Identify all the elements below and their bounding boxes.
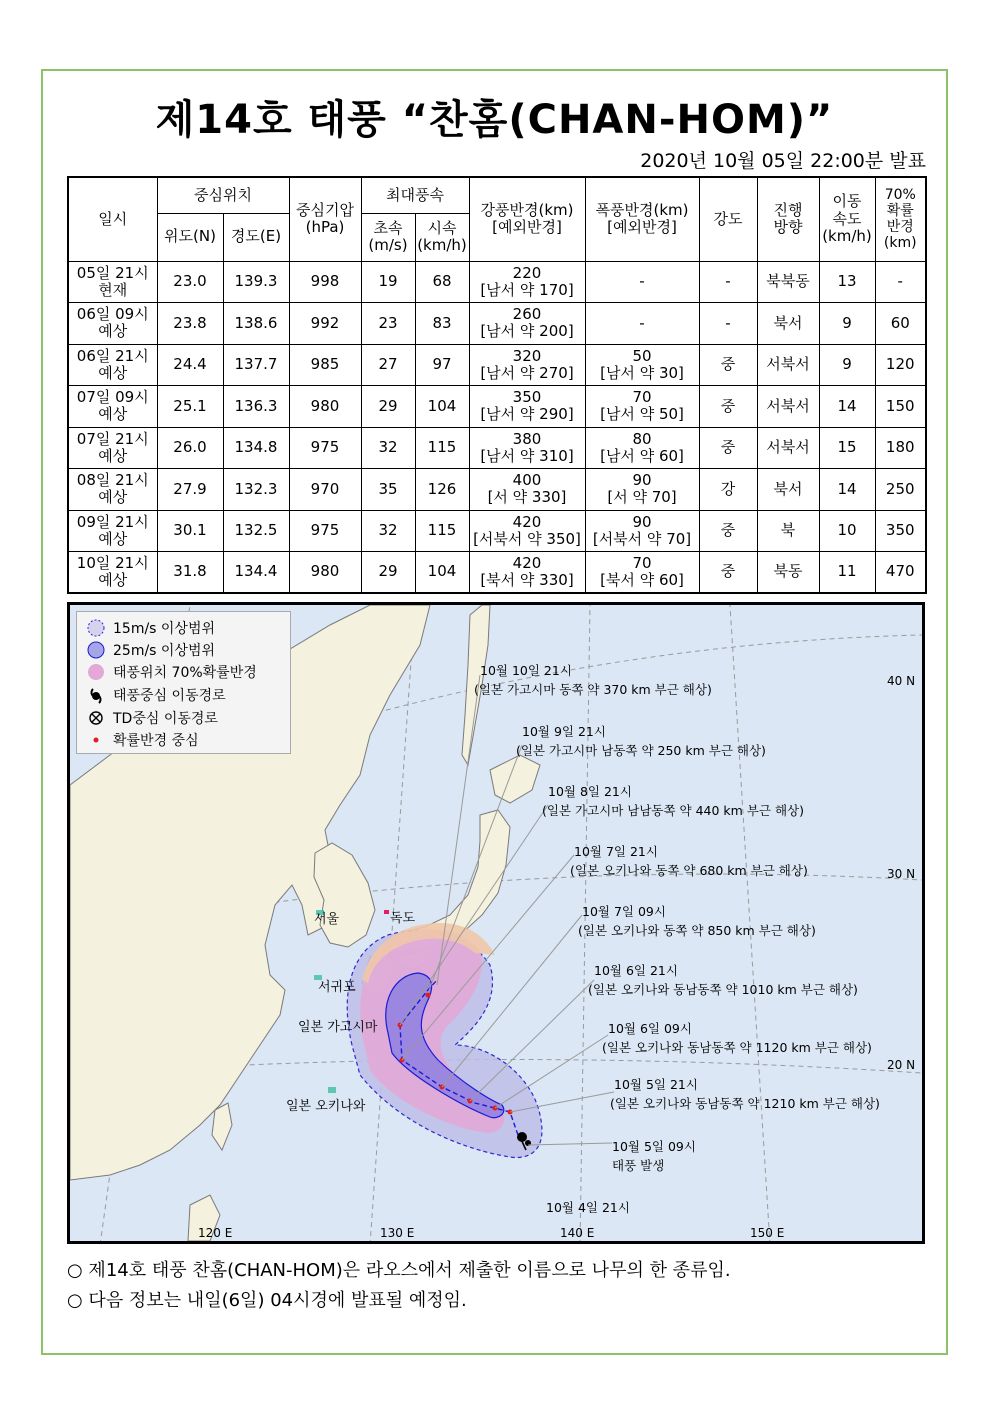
annotation-oct7-21	[570, 844, 808, 878]
annotation-date: 10월 9일 21시	[522, 724, 606, 739]
cell-storm-radius: 70 [북서 약 60]	[585, 552, 699, 594]
cell-probability: 180	[875, 427, 926, 469]
forecast-row	[68, 344, 926, 386]
cell-time: 08일 21시 예상	[68, 469, 157, 511]
cell-lon: 132.5	[223, 510, 289, 552]
cell-wind-kmh: 83	[415, 303, 469, 345]
cell-storm-radius: 70 [남서 약 50]	[585, 386, 699, 428]
cell-wind-ms: 35	[361, 469, 415, 511]
cell-wind-ms: 32	[361, 510, 415, 552]
annotation-date: 10월 5일 21시	[614, 1077, 698, 1092]
cell-lat: 27.9	[157, 469, 223, 511]
forecast-row	[68, 427, 926, 469]
legend-item-td-track: TD중심 이동경로	[85, 708, 218, 728]
cell-time: 06일 21시 예상	[68, 344, 157, 386]
header-intensity: 강도	[699, 177, 757, 261]
header-pressure: 중심기압 (hPa)	[289, 177, 361, 261]
annotation-date: 10월 4일 21시	[546, 1200, 630, 1215]
circled-x-icon	[85, 709, 107, 727]
cell-strong-radius: 320 [남서 약 270]	[469, 344, 585, 386]
cell-wind-ms: 29	[361, 386, 415, 428]
annotation-location: 태풍 발생	[612, 1158, 665, 1173]
cell-direction: 서북서	[757, 344, 819, 386]
legend-item-25ms: 25m/s 이상범위	[85, 640, 215, 660]
cell-wind-kmh: 126	[415, 469, 469, 511]
note-name-origin: ○ 제14호 태풍 찬홈(CHAN-HOM)은 라오스에서 제출한 이름으로 나무의 한 종류임.	[67, 1260, 731, 1281]
cell-speed: 11	[819, 552, 875, 594]
cell-wind-ms: 23	[361, 303, 415, 345]
annotation-oct6-21	[588, 963, 858, 997]
header-speed: 이동 속도 (km/h)	[819, 177, 875, 261]
cell-wind-kmh: 104	[415, 386, 469, 428]
annotation-date: 10월 5일 09시	[612, 1139, 696, 1154]
cell-pressure: 980	[289, 552, 361, 594]
cell-wind-ms: 19	[361, 261, 415, 303]
header-wind-kmh: 시속 (km/h)	[415, 213, 469, 261]
cell-probability: 470	[875, 552, 926, 594]
cell-speed: 9	[819, 303, 875, 345]
header-wind-ms: 초속 (m/s)	[361, 213, 415, 261]
cell-speed: 14	[819, 386, 875, 428]
header-time: 일시	[68, 177, 157, 261]
cell-probability: 60	[875, 303, 926, 345]
cell-wind-ms: 27	[361, 344, 415, 386]
cell-time: 07일 21시 예상	[68, 427, 157, 469]
cell-speed: 15	[819, 427, 875, 469]
annotation-date: 10월 10일 21시	[480, 663, 572, 678]
annotation-location: (일본 오키나와 동쪽 약 850 km 부근 해상)	[578, 923, 816, 938]
cell-time: 05일 21시 현재	[68, 261, 157, 303]
cell-strong-radius: 420 [서북서 약 350]	[469, 510, 585, 552]
cell-strong-radius: 350 [남서 약 290]	[469, 386, 585, 428]
grid-label-140e: 140 E	[560, 1226, 595, 1240]
place-label-seogwipo: 서귀포	[318, 980, 356, 995]
grid-label-130e: 130 E	[380, 1226, 415, 1240]
cell-lat: 24.4	[157, 344, 223, 386]
forecast-row	[68, 469, 926, 511]
cell-lon: 134.4	[223, 552, 289, 594]
filled-circle-icon	[85, 641, 107, 659]
cell-wind-kmh: 104	[415, 552, 469, 594]
cell-probability: 250	[875, 469, 926, 511]
note-next-bulletin: ○ 다음 정보는 내일(6일) 04시경에 발표될 예정임.	[67, 1290, 467, 1311]
cell-wind-kmh: 115	[415, 427, 469, 469]
annotation-location: (일본 가고시마 남동쪽 약 250 km 부근 해상)	[516, 743, 766, 758]
cell-direction: 북북동	[757, 261, 819, 303]
cell-lon: 138.6	[223, 303, 289, 345]
cell-probability: 120	[875, 344, 926, 386]
cell-lat: 30.1	[157, 510, 223, 552]
cell-pressure: 998	[289, 261, 361, 303]
cell-intensity: 중	[699, 510, 757, 552]
grid-label-40n: 40 N	[887, 674, 916, 688]
cell-intensity: 중	[699, 552, 757, 594]
cell-probability: 350	[875, 510, 926, 552]
cell-wind-kmh: 115	[415, 510, 469, 552]
cell-pressure: 980	[289, 386, 361, 428]
cell-wind-kmh: 68	[415, 261, 469, 303]
grid-label-30n: 30 N	[887, 867, 916, 881]
cell-pressure: 970	[289, 469, 361, 511]
cell-intensity: 중	[699, 427, 757, 469]
annotation-location: (일본 오키나와 동남동쪽 약 1010 km 부근 해상)	[588, 982, 858, 997]
annotation-oct8-21	[542, 784, 804, 818]
cell-speed: 13	[819, 261, 875, 303]
cell-direction: 북동	[757, 552, 819, 594]
forecast-table	[67, 176, 927, 594]
typhoon-track-map	[67, 602, 925, 1244]
cell-speed: 14	[819, 469, 875, 511]
header-latitude: 위도(N)	[157, 213, 223, 261]
annotation-oct9-21	[516, 724, 766, 758]
map-legend	[76, 611, 291, 754]
announcement-time: 2020년 10월 05일 22:00분 발표	[640, 150, 926, 172]
cell-strong-radius: 420 [북서 약 330]	[469, 552, 585, 594]
forecast-row	[68, 386, 926, 428]
cell-pressure: 992	[289, 303, 361, 345]
cell-storm-radius: 80 [남서 약 60]	[585, 427, 699, 469]
annotation-oct7-09	[578, 904, 816, 938]
cell-strong-radius: 260 [남서 약 200]	[469, 303, 585, 345]
cell-storm-radius: -	[585, 303, 699, 345]
cell-speed: 9	[819, 344, 875, 386]
grid-label-20n-visible: 20 N	[887, 1058, 916, 1072]
cell-lat: 25.1	[157, 386, 223, 428]
annotation-location: (일본 오키나와 동남동쪽 약 1210 km 부근 해상)	[610, 1096, 880, 1111]
cell-probability: 150	[875, 386, 926, 428]
cell-lat: 26.0	[157, 427, 223, 469]
cell-intensity: -	[699, 261, 757, 303]
cell-storm-radius: 50 [남서 약 30]	[585, 344, 699, 386]
cell-time: 09일 21시 예상	[68, 510, 157, 552]
legend-item-prob70: 태풍위치 70%확률반경	[85, 662, 257, 682]
page-title: 제14호 태풍 “찬홈(CHAN-HOM)”	[155, 97, 834, 143]
cell-pressure: 975	[289, 510, 361, 552]
place-label-seoul: 서울	[314, 912, 340, 927]
cell-lon: 132.3	[223, 469, 289, 511]
cell-wind-kmh: 97	[415, 344, 469, 386]
cell-direction: 북서	[757, 469, 819, 511]
cell-storm-radius: -	[585, 261, 699, 303]
dashed-circle-icon	[85, 619, 107, 637]
cell-lat: 23.0	[157, 261, 223, 303]
cell-wind-ms: 32	[361, 427, 415, 469]
legend-item-15ms: 15m/s 이상범위	[85, 618, 215, 638]
cell-direction: 북서	[757, 303, 819, 345]
cell-storm-radius: 90 [서 약 70]	[585, 469, 699, 511]
cell-lon: 137.7	[223, 344, 289, 386]
cell-intensity: 강	[699, 469, 757, 511]
cell-lon: 136.3	[223, 386, 289, 428]
legend-item-prob-center: 확률반경 중심	[85, 730, 199, 750]
forecast-row	[68, 510, 926, 552]
cell-lat: 23.8	[157, 303, 223, 345]
cell-time: 06일 09시 예상	[68, 303, 157, 345]
annotation-date: 10월 7일 21시	[574, 844, 658, 859]
notes	[67, 1256, 731, 1316]
annotation-oct10-21	[474, 663, 712, 697]
annotation-location: (일본 가고시마 동쪽 약 370 km 부근 해상)	[474, 682, 712, 697]
grid-label-150e: 150 E	[750, 1226, 785, 1240]
place-label-kagoshima: 일본 가고시마	[298, 1020, 378, 1035]
forecast-row	[68, 303, 926, 345]
cell-lat: 31.8	[157, 552, 223, 594]
annotation-date: 10월 6일 09시	[608, 1021, 692, 1036]
annotation-oct5-21	[610, 1077, 880, 1111]
annotation-oct6-09	[602, 1021, 872, 1055]
annotation-location: (일본 오키나와 동쪽 약 680 km 부근 해상)	[570, 863, 808, 878]
cell-pressure: 985	[289, 344, 361, 386]
annotation-oct5-09	[612, 1139, 696, 1173]
cell-lon: 134.8	[223, 427, 289, 469]
cell-speed: 10	[819, 510, 875, 552]
annotation-location: (일본 오키나와 동남동쪽 약 1120 km 부근 해상)	[602, 1040, 872, 1055]
annotation-location: (일본 가고시마 남남동쪽 약 440 km 부근 해상)	[542, 803, 804, 818]
header-center-position: 중심위치	[157, 177, 289, 213]
cell-lon: 139.3	[223, 261, 289, 303]
header-max-wind: 최대풍속	[361, 177, 469, 213]
place-label-dokdo: 독도	[390, 911, 416, 926]
cell-direction: 서북서	[757, 386, 819, 428]
cell-strong-radius: 380 [남서 약 310]	[469, 427, 585, 469]
cell-strong-radius: 400 [서 약 330]	[469, 469, 585, 511]
header-probability-radius: 70% 확률 반경 (km)	[875, 177, 926, 261]
annotation-date: 10월 7일 09시	[582, 904, 666, 919]
cell-pressure: 975	[289, 427, 361, 469]
pink-circle-icon	[85, 663, 107, 681]
cell-time: 10일 21시 예상	[68, 552, 157, 594]
red-dot-icon	[85, 731, 107, 749]
header-storm-radius: 폭풍반경(km) [예외반경]	[585, 177, 699, 261]
cell-time: 07일 09시 예상	[68, 386, 157, 428]
forecast-row	[68, 552, 926, 594]
forecast-row	[68, 261, 926, 303]
header-longitude: 경도(E)	[223, 213, 289, 261]
cell-storm-radius: 90 [서북서 약 70]	[585, 510, 699, 552]
cell-direction: 북	[757, 510, 819, 552]
place-label-okinawa: 일본 오키나와	[286, 1099, 366, 1114]
annotation-date: 10월 8일 21시	[548, 784, 632, 799]
typhoon-symbol-icon	[85, 686, 107, 704]
annotation-date: 10월 6일 21시	[594, 963, 678, 978]
header-direction: 진행 방향	[757, 177, 819, 261]
cell-intensity: 중	[699, 344, 757, 386]
cell-intensity: -	[699, 303, 757, 345]
cell-wind-ms: 29	[361, 552, 415, 594]
cell-probability: -	[875, 261, 926, 303]
legend-item-typhoon-track: 태풍중심 이동경로	[85, 685, 226, 705]
header-strong-wind-radius: 강풍반경(km) [예외반경]	[469, 177, 585, 261]
annotation-oct4-21	[546, 1200, 630, 1215]
cell-strong-radius: 220 [남서 약 170]	[469, 261, 585, 303]
grid-label-120e: 120 E	[198, 1226, 233, 1240]
cell-intensity: 중	[699, 386, 757, 428]
cell-direction: 서북서	[757, 427, 819, 469]
